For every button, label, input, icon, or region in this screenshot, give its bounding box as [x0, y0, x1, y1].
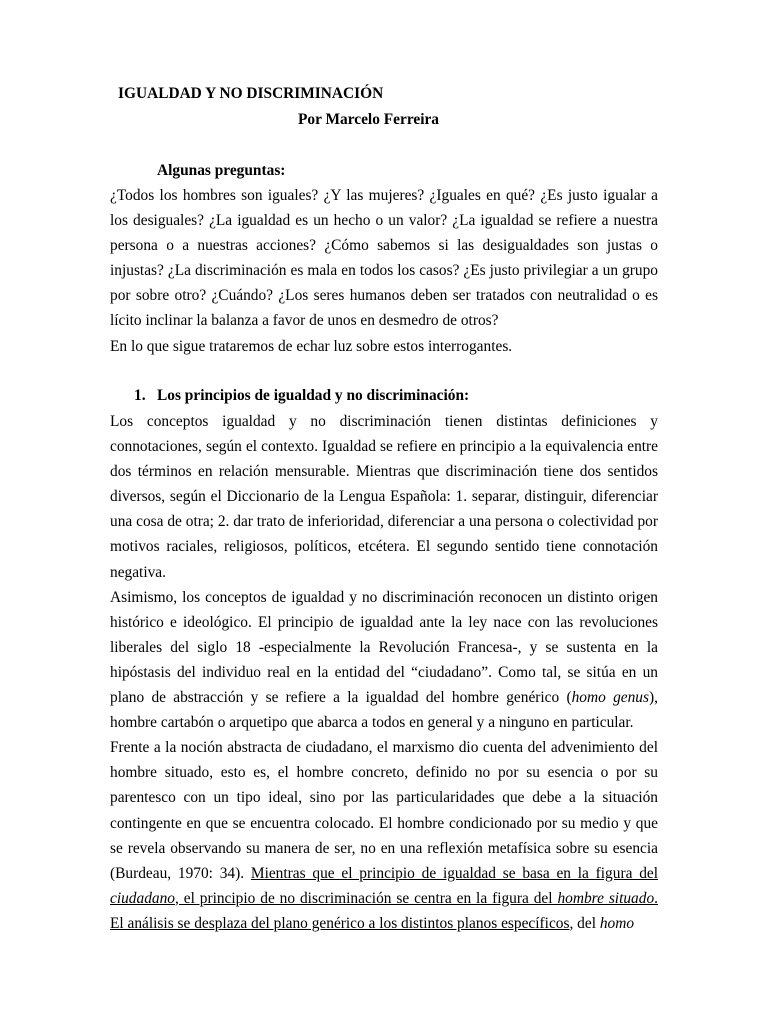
questions-paragraph: ¿Todos los hombres son iguales? ¿Y las mujeres? ¿Iguales en qué? ¿Es justo igualar a los desiguales? ¿La igualdad es un hecho o un valor? ¿La igualdad se refiere a nuestra persona o a nuestras acciones? ¿Cómo sabemos si las desigualdades son justas o injustas? ¿La discriminación es mala en todos los casos? ¿Es justo privilegiar a un grupo por sobre otro? ¿Cuándo? ¿Los seres humanos deben ser tratados con neutralidad o es lícito inclinar la balanza a favor de unos en desmedro de otros? [110, 187, 658, 330]
p3-text-b: , del [569, 914, 600, 932]
p3-text-a: Frente a la noción abstracta de ciudadano, el marxismo dio cuenta del advenimiento del hombre situado, esto es, el hombre concreto, definido no por su esencia o por su parentesco con un tipo ideal, sino por las particularidades que debe a la situación contingente en que se encuentra colocado. El hombre condicionado por su medio y que se revela observando su manera de ser, no en una reflexión metafísica sobre su esencia (Burdeau, 1970: 34). [110, 739, 658, 882]
section-1-number: 1. [134, 387, 146, 404]
p3-underlined-1: Mientras que el principio de igualdad se basa en la figura del [250, 864, 658, 882]
p2-text-b: ), hombre cartabón o arquetipo que abarca a todos en general y a ninguno en particular. [110, 689, 658, 732]
section-1-title: Los principios de igualdad y no discriminación: [157, 387, 470, 404]
p2-italic-term: homo genus [571, 689, 649, 707]
questions-section [110, 183, 658, 359]
p3-underlined-2: , el principio de no discriminación se centra en la figura del [174, 889, 558, 907]
section-1-paragraph-1: Los conceptos igualdad y no discriminación tienen distintas definiciones y connotaciones, según el contexto. Igualdad se refiere en principio a la equivalencia entre dos términos en relación mensurable. Mientras que discriminación tiene dos sentidos diversos, según el Diccionario de la Lengua Española: 1. separar, distinguir, diferenciar una cosa de otra; 2. dar trato de inferioridad, diferenciar a una persona o colectividad por motivos raciales, religiosos, políticos, etcétera. El segundo sentido tiene connotación negativa. [110, 413, 658, 581]
questions-heading: Algunas preguntas: [157, 162, 286, 179]
p3-underlined-3: . El análisis se desplaza del plano genérico a los distintos planos específicos [110, 889, 658, 932]
document-author: Por Marcelo Ferreira [298, 111, 440, 128]
p3-italic-end: homo [599, 914, 635, 932]
document-title: IGUALDAD Y NO DISCRIMINACIÓN [118, 85, 384, 102]
p2-text-a: Asimismo, los conceptos de igualdad y no discriminación reconocen un distinto origen histórico e ideológico. El principio de igualdad ante la ley nace con las revoluciones liberales del siglo 18 -especialmente la Revolución Francesa-, y se sustenta en la hipóstasis del individuo real en la entidad del “ciudadano”. Como tal, se sitúa en un plano de abstracción y se refiere a la igualdad del hombre genérico ( [110, 588, 658, 707]
p3-underlined-italic-1: ciudadano [110, 889, 175, 907]
p3-underlined-italic-2: hombre situado [557, 889, 655, 907]
section-1-heading [134, 386, 469, 406]
section-1-paragraph-3 [110, 735, 658, 936]
section-1-paragraph-2 [110, 585, 658, 736]
intro-closing-paragraph: En lo que sigue trataremos de echar luz sobre estos interrogantes. [110, 337, 513, 355]
section-1-body [110, 409, 658, 936]
